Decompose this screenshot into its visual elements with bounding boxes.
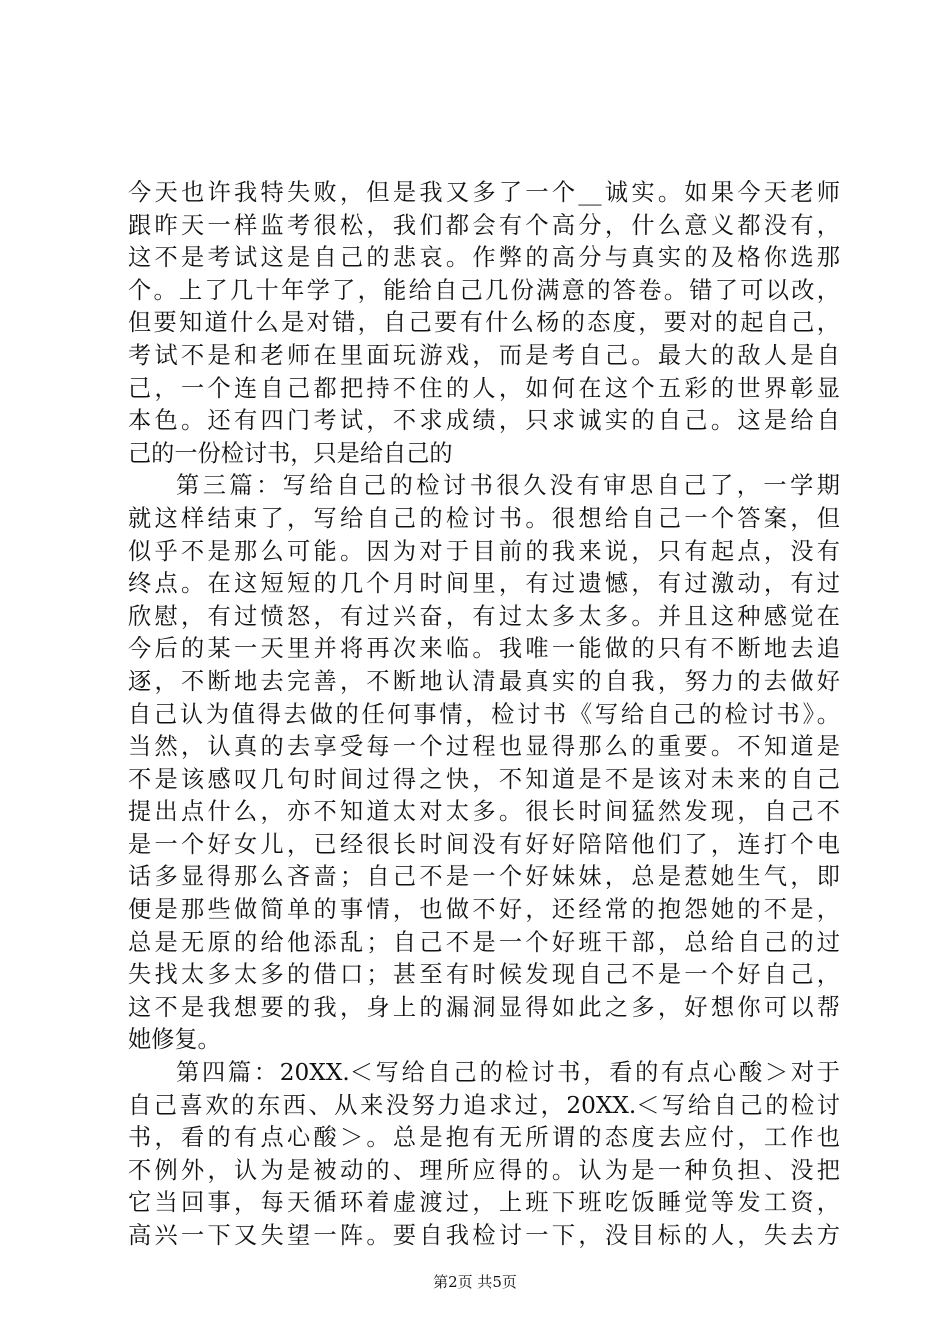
text-line: 己的一份检讨书，只是给自己的 xyxy=(128,439,453,467)
text-line: 这不是我想要的我，身上的漏洞显得如此之多，好想你可以帮 xyxy=(128,993,840,1021)
text-line: 是一个好女儿，已经很长时间没有好好陪陪他们了，连打个电 xyxy=(128,830,840,858)
text-line: 终点。在这短短的几个月时间里，有过遗憾，有过激动，有过 xyxy=(128,570,840,598)
text-line: 本色。还有四门考试，不求成绩，只求诚实的自己。这是给自 xyxy=(128,407,840,435)
text-line: 话多显得那么吝啬；自己不是一个好妹妹，总是惹她生气，即 xyxy=(128,863,840,891)
document-body xyxy=(128,177,840,1253)
text-line: 不是该感叹几句时间过得之快，不知道是不是该对未来的自己 xyxy=(128,765,840,793)
text-line: 不例外，认为是被动的、理所应得的。认为是一种负担、没把 xyxy=(128,1156,840,1184)
text-line: 己，一个连自己都把持不住的人，如何在这个五彩的世界彰显 xyxy=(128,374,840,402)
text-line: 考试不是和老师在里面玩游戏，而是考自己。最大的敌人是自 xyxy=(128,341,840,369)
text-line: 它当回事，每天循环着虚渡过，上班下班吃饭睡觉等发工资， xyxy=(128,1189,840,1217)
text-line: 便是那些做简单的事情，也做不好，还经常的抱怨她的不是， xyxy=(128,896,840,924)
text-line: 当然，认真的去享受每一个过程也显得那么的重要。不知道是 xyxy=(128,733,840,761)
text-line: 跟昨天一样监考很松，我们都会有个高分，什么意义都没有， xyxy=(128,211,840,239)
text-line: 总是无原的给他添乱；自己不是一个好班干部，总给自己的过 xyxy=(128,928,840,956)
text-line: 自己认为值得去做的任何事情，检讨书《写给自己的检讨书》。 xyxy=(128,700,840,728)
section-heading-line: 第四篇：20XX.＜写给自己的检讨书，看的有点心酸＞对于 xyxy=(176,1059,840,1087)
text-line: 今后的某一天里并将再次来临。我唯一能做的只有不断地去追 xyxy=(128,635,840,663)
text-line: 这不是考试这是自己的悲哀。作弊的高分与真实的及格你选那 xyxy=(128,244,840,272)
text-line: 似乎不是那么可能。因为对于目前的我来说，只有起点，没有 xyxy=(128,537,840,565)
text-line: 但要知道什么是对错，自己要有什么杨的态度，要对的起自己， xyxy=(128,309,840,337)
text-line: 欣慰，有过愤怒，有过兴奋，有过太多太多。并且这种感觉在 xyxy=(128,602,840,630)
text-line: 她修复。 xyxy=(128,1026,221,1054)
section-heading-line: 第三篇：写给自己的检讨书很久没有审思自己了，一学期 xyxy=(176,472,840,500)
text-line: 今天也许我特失败，但是我又多了一个__诚实。如果今天老师 xyxy=(128,179,840,206)
text-line: 个。上了几十年学了，能给自己几份满意的答卷。错了可以改， xyxy=(128,276,840,304)
text-line: 失找太多太多的借口；甚至有时候发现自己不是一个好自己， xyxy=(128,961,840,989)
text-line: 就这样结束了，写给自己的检讨书。很想给自己一个答案，但 xyxy=(128,504,840,532)
text-line: 提出点什么，亦不知道太对太多。很长时间猛然发现，自己不 xyxy=(128,798,840,826)
text-line: 高兴一下又失望一阵。要自我检讨一下，没目标的人，失去方 xyxy=(128,1222,840,1249)
page-number-footer: 第2页 共5页 xyxy=(433,1273,517,1291)
text-line: 书，看的有点心酸＞。总是抱有无所谓的态度去应付，工作也 xyxy=(128,1124,840,1152)
text-line: 逐，不断地去完善，不断地认清最真实的自我，努力的去做好 xyxy=(128,667,840,695)
text-line: 自己喜欢的东西、从来没努力追求过，20XX.＜写给自己的检讨 xyxy=(128,1091,840,1119)
